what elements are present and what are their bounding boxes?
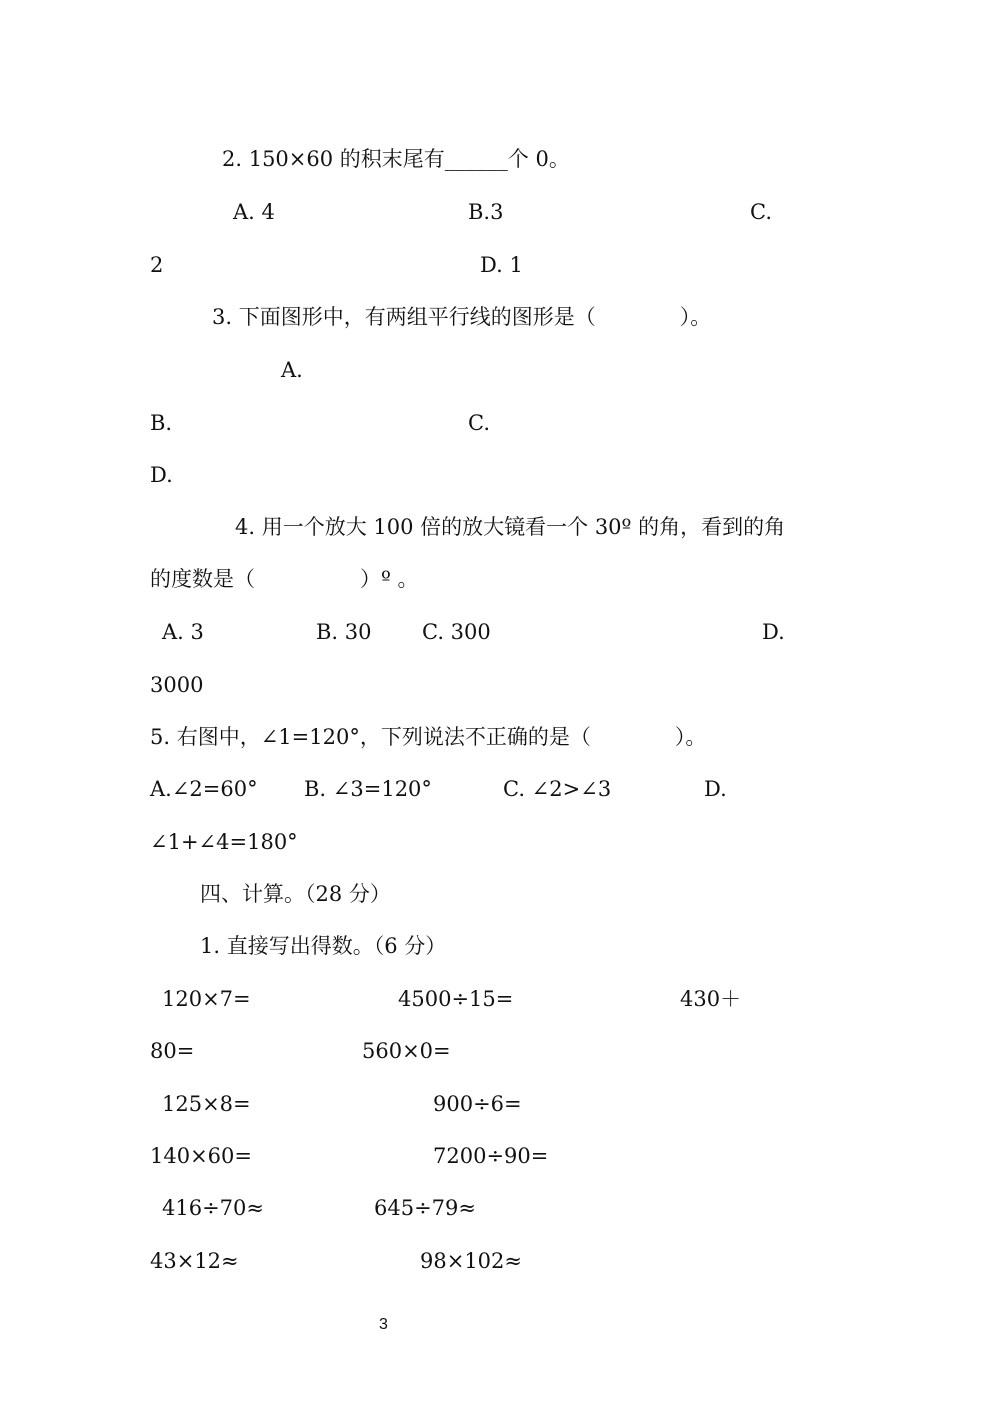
calc-item: 430＋ — [680, 987, 742, 1011]
calc-item: 140×60= — [150, 1144, 252, 1168]
calc-item: 98×102≈ — [420, 1249, 522, 1273]
q3-stem: 3. 下面图形中，有两组平行线的图形是（ ）。 — [212, 305, 712, 329]
q2-option-d: D. 1 — [480, 253, 523, 277]
calc-item: 560×0= — [362, 1039, 451, 1063]
calc-item: 120×7= — [162, 987, 251, 1011]
q2-option-c: C. — [750, 200, 772, 224]
q4-option-d: D. — [762, 620, 785, 644]
page-number: 3 — [379, 1316, 388, 1333]
q4-option-c: C. 300 — [422, 620, 491, 644]
q4-option-b: B. 30 — [316, 620, 372, 644]
q4-option-d-value: 3000 — [150, 673, 204, 697]
section4-q1-title: 1. 直接写出得数。（6 分） — [200, 934, 447, 958]
calc-item: 125×8= — [162, 1092, 251, 1116]
q2-option-a: A. 4 — [233, 200, 275, 224]
calc-item: 43×12≈ — [150, 1249, 239, 1273]
calc-item: 4500÷15= — [398, 987, 514, 1011]
q4-stem-line1: 4. 用一个放大 100 倍的放大镜看一个 30º 的角，看到的角 — [235, 515, 786, 539]
q5-option-c: C. ∠2>∠3 — [503, 777, 612, 801]
q4-option-a: A. 3 — [162, 620, 204, 644]
calc-item: 7200÷90= — [433, 1144, 549, 1168]
calc-item: 416÷70≈ — [162, 1196, 264, 1220]
q2-stem: 2. 150×60 的积末尾有______个 0。 — [222, 147, 570, 171]
q3-option-a: A. — [281, 358, 303, 382]
q5-option-b: B. ∠3=120° — [304, 777, 432, 801]
q3-option-c: C. — [468, 411, 490, 435]
q3-option-d: D. — [150, 463, 173, 487]
calc-item: 80= — [150, 1039, 195, 1063]
q5-stem: 5. 右图中，∠1=120°，下列说法不正确的是（ ）。 — [150, 725, 707, 749]
q5-option-a: A.∠2=60° — [150, 777, 258, 801]
q2-option-c-value: 2 — [150, 253, 164, 277]
q4-stem-line2: 的度数是（ ）º 。 — [150, 567, 419, 591]
q3-option-b: B. — [150, 411, 173, 435]
calc-item: 645÷79≈ — [374, 1196, 476, 1220]
calc-item: 900÷6= — [433, 1092, 522, 1116]
section4-title: 四、计算。（28 分） — [200, 882, 391, 906]
q2-option-b: B.3 — [468, 200, 504, 224]
q5-option-d: D. — [704, 777, 727, 801]
q5-option-d-value: ∠1+∠4=180° — [150, 830, 298, 854]
